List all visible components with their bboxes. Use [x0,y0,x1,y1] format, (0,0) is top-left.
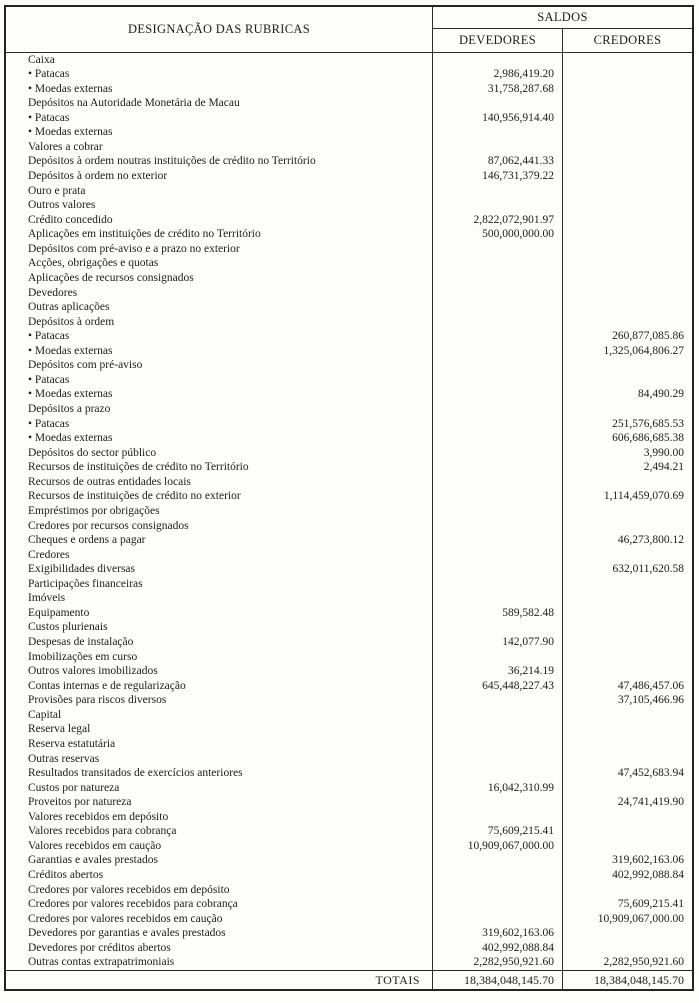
credores-value: 47,452,683.94 [617,767,684,780]
rubrica-label: Depósitos à ordem [6,315,433,330]
devedores-value [433,737,563,752]
table-row [6,854,692,869]
credores-value [563,257,692,272]
credores-value: 319,602,163.06 [612,854,684,867]
rubrica-label: Contas internas e de regularização [6,679,433,694]
credores-value: 75,609,215.41 [617,898,684,911]
table-row [6,301,692,316]
credores-value: 606,686,685.38 [612,432,684,445]
header-credores: CREDORES [593,33,662,47]
credores-value: 24,741,419.90 [617,796,684,809]
rubrica-label: Credores por valores recebidos em depósito [6,883,433,898]
table-row [6,941,692,956]
credores-value [563,665,692,680]
table-row [6,606,692,621]
rubrica-label: Empréstimos por obrigações [6,504,433,519]
credores-value [563,286,692,301]
credores-value: 84,490.29 [638,388,684,401]
table-row [6,694,692,709]
table-row [6,373,692,388]
rubrica-label: Recursos de instituições de crédito no exterior [6,490,433,505]
credores-value [563,271,692,286]
rubrica-label: • Patacas [6,417,433,432]
table-row [6,577,692,592]
devedores-value: 75,609,215.41 [433,825,563,840]
table-row [6,883,692,898]
devedores-value [433,767,563,782]
devedores-value [433,301,563,316]
header-saldos-subcolumns [433,29,692,52]
table-row [6,417,692,432]
credores-value: 10,909,067,000.00 [597,912,684,925]
devedores-value [433,912,563,927]
rubrica-label: • Patacas [6,373,433,388]
table-row [6,548,692,563]
rubrica-label: Reserva legal [6,723,433,738]
table-row [6,490,692,505]
rubrica-label: Proveitos por natureza [6,796,433,811]
credores-value [563,403,692,418]
credores-value [563,636,692,651]
credores-value [563,68,692,83]
credores-value [563,548,692,563]
devedores-value [433,344,563,359]
devedores-value [433,898,563,913]
credores-value [563,621,692,636]
table-header [6,7,692,53]
rubrica-label: Aplicações em instituições de crédito no Território [6,228,433,243]
table-row [6,242,692,257]
devedores-value [433,490,563,505]
credores-value: 2,282,950,921.60 [603,956,684,969]
table-row [6,388,692,403]
table-row [6,344,692,359]
devedores-value [433,883,563,898]
devedores-value [433,97,563,112]
devedores-value [433,752,563,767]
rubrica-label: • Moedas externas [6,388,433,403]
rubrica-label: Devedores por garantias e avales prestados [6,927,433,942]
devedores-value: 87,062,441.33 [433,155,563,170]
table-row [6,665,692,680]
credores-value [563,373,692,388]
devedores-value [433,519,563,534]
devedores-value [433,286,563,301]
rubrica-label: Outras contas extrapatrimoniais [6,956,433,971]
table-row [6,869,692,884]
credores-value: 402,992,088.84 [612,869,684,882]
rubrica-label: Garantias e avales prestados [6,854,433,869]
table-row [6,82,692,97]
rubrica-label: • Patacas [6,111,433,126]
rubrica-label: Participações financeiras [6,577,433,592]
table-row [6,781,692,796]
credores-value [563,242,692,257]
rubrica-label: Capital [6,708,433,723]
rubrica-label: Depósitos do sector público [6,446,433,461]
rubrica-label: Devedores por créditos abertos [6,941,433,956]
credores-value [563,519,692,534]
credores-value [563,810,692,825]
devedores-value: 319,602,163.06 [433,927,563,942]
rubrica-label: Caixa [6,53,433,68]
table-row [6,140,692,155]
rubrica-label: Imóveis [6,592,433,607]
table-row [6,737,692,752]
credores-value [563,199,692,214]
credores-value: 2,494.21 [643,461,684,474]
table-row [6,126,692,141]
devedores-value [433,432,563,447]
rubrica-label: Outros valores [6,199,433,214]
header-saldos: SALDOS [433,7,692,29]
devedores-value [433,810,563,825]
table-row [6,563,692,578]
devedores-value [433,592,563,607]
table-row [6,432,692,447]
devedores-value [433,184,563,199]
table-row [6,723,692,738]
credores-value: 632,011,620.58 [612,563,684,576]
credores-value [563,97,692,112]
totals-label: TOTAIS [6,971,433,989]
table-row [6,796,692,811]
table-row [6,708,692,723]
table-row [6,810,692,825]
devedores-value [433,563,563,578]
devedores-value: 2,986,419.20 [433,68,563,83]
rubrica-label: • Patacas [6,330,433,345]
table-row [6,650,692,665]
totals-row [6,970,692,989]
table-row [6,504,692,519]
table-row [6,519,692,534]
credores-value [563,184,692,199]
credores-value [563,53,692,68]
credores-value [563,475,692,490]
rubrica-label: Depósitos com pré-aviso [6,359,433,374]
devedores-value: 645,448,227.43 [433,679,563,694]
credores-value [563,170,692,185]
table-row [6,956,692,971]
table-row [6,330,692,345]
credores-value [563,140,692,155]
rubrica-label: • Moedas externas [6,126,433,141]
devedores-value [433,504,563,519]
rubrica-label: • Moedas externas [6,82,433,97]
table-row [6,461,692,476]
devedores-value [433,548,563,563]
devedores-value [433,388,563,403]
rubrica-label: Recursos de outras entidades locais [6,475,433,490]
credores-value [563,781,692,796]
credores-value [563,155,692,170]
rubrica-label: Resultados transitados de exercícios anteriores [6,767,433,782]
table-row [6,170,692,185]
credores-value [563,315,692,330]
devedores-value [433,359,563,374]
header-designacao-das-rubricas: DESIGNAÇÃO DAS RUBRICAS [6,7,433,52]
devedores-value [433,315,563,330]
rubrica-label: Cheques e ordens a pagar [6,534,433,549]
devedores-value [433,417,563,432]
table-row [6,228,692,243]
table-row [6,271,692,286]
table-row [6,767,692,782]
header-devedores: DEVEDORES [433,29,563,52]
table-row [6,213,692,228]
table-row [6,315,692,330]
table-row [6,927,692,942]
devedores-value [433,140,563,155]
table-row [6,898,692,913]
devedores-value [433,475,563,490]
rubrica-label: Ouro e prata [6,184,433,199]
credores-value: 260,877,085.86 [612,330,684,343]
table-row [6,621,692,636]
credores-value: 3,990.00 [643,446,684,459]
devedores-value: 500,000,000.00 [433,228,563,243]
devedores-value [433,461,563,476]
devedores-value [433,446,563,461]
credores-value [563,883,692,898]
rubrica-label: Reserva estatutária [6,737,433,752]
devedores-value [433,708,563,723]
table-row [6,679,692,694]
rubrica-label: Credores por valores recebidos em caução [6,912,433,927]
credores-value [563,927,692,942]
table-row [6,286,692,301]
rubrica-label: Depósitos com pré-aviso e a prazo no exterior [6,242,433,257]
table-row [6,912,692,927]
credores-value [563,592,692,607]
table-row [6,359,692,374]
rubrica-label: • Patacas [6,68,433,83]
devedores-value [433,534,563,549]
credores-value: 1,114,459,070.69 [603,490,684,503]
devedores-value [433,694,563,709]
devedores-value: 31,758,287.68 [433,82,563,97]
balance-table [4,5,694,991]
devedores-value: 402,992,088.84 [433,941,563,956]
credores-value [563,737,692,752]
rubrica-label: Credores por recursos consignados [6,519,433,534]
rubrica-label: Depósitos na Autoridade Monetária de Macau [6,97,433,112]
rubrica-label: Créditos abertos [6,869,433,884]
rubrica-label: Depósitos à ordem no exterior [6,170,433,185]
devedores-value [433,723,563,738]
totals-credores-value: 18,384,048,145.70 [594,973,684,987]
credores-value [563,228,692,243]
credores-value [563,723,692,738]
devedores-value [433,330,563,345]
devedores-value [433,796,563,811]
rubrica-label: Depósitos à ordem noutras instituições de crédito no Território [6,155,433,170]
rubrica-label: Imobilizações em curso [6,650,433,665]
devedores-value [433,650,563,665]
table-row [6,752,692,767]
credores-value [563,82,692,97]
devedores-value [433,403,563,418]
devedores-value: 36,214.19 [433,665,563,680]
devedores-value [433,242,563,257]
credores-value [563,825,692,840]
table-row [6,825,692,840]
rubrica-label: Valores recebidos em caução [6,839,433,854]
rubrica-label: Custos plurienais [6,621,433,636]
rubrica-label: Valores a cobrar [6,140,433,155]
credores-value [563,839,692,854]
table-row [6,111,692,126]
credores-value: 37,105,466.96 [617,694,684,707]
rubrica-label: Custos por natureza [6,781,433,796]
table-row [6,257,692,272]
devedores-value [433,257,563,272]
devedores-value [433,621,563,636]
devedores-value: 16,042,310.99 [433,781,563,796]
devedores-value: 2,822,072,901.97 [433,213,563,228]
credores-value [563,111,692,126]
credores-value [563,941,692,956]
devedores-value [433,199,563,214]
devedores-value [433,126,563,141]
rubrica-label: Exigibilidades diversas [6,563,433,578]
credores-value [563,359,692,374]
rubrica-label: Credores por valores recebidos para cobrança [6,898,433,913]
header-saldos-group [433,7,692,52]
rubrica-label: Provisões para riscos diversos [6,694,433,709]
rubrica-label: Crédito concedido [6,213,433,228]
table-row [6,199,692,214]
table-row [6,97,692,112]
credores-value [563,504,692,519]
credores-value: 47,486,457.06 [617,679,684,692]
devedores-value [433,53,563,68]
rubrica-label: Recursos de instituições de crédito no Território [6,461,433,476]
table-row [6,68,692,83]
rubrica-label: Outras reservas [6,752,433,767]
devedores-value: 146,731,379.22 [433,170,563,185]
credores-value: 46,273,800.12 [617,534,684,547]
credores-value [563,606,692,621]
credores-value: 251,576,685.53 [612,417,684,430]
table-row [6,534,692,549]
rubrica-label: Depósitos a prazo [6,403,433,418]
devedores-value [433,577,563,592]
rubrica-label: Outros valores imobilizados [6,665,433,680]
table-row [6,446,692,461]
credores-value [563,708,692,723]
credores-value [563,301,692,316]
table-body [6,53,692,970]
table-row [6,592,692,607]
table-row [6,636,692,651]
rubrica-label: Credores [6,548,433,563]
table-row [6,839,692,854]
devedores-value: 140,956,914.40 [433,111,563,126]
rubrica-label: Outras aplicações [6,301,433,316]
rubrica-label: Aplicações de recursos consignados [6,271,433,286]
credores-value [563,577,692,592]
table-row [6,475,692,490]
rubrica-label: Equipamento [6,606,433,621]
devedores-value [433,373,563,388]
devedores-value: 10,909,067,000.00 [433,839,563,854]
rubrica-label: Valores recebidos para cobrança [6,825,433,840]
rubrica-label: Acções, obrigações e quotas [6,257,433,272]
credores-value [563,650,692,665]
table-row [6,184,692,199]
table-row [6,155,692,170]
rubrica-label: • Moedas externas [6,432,433,447]
devedores-value [433,869,563,884]
credores-value [563,213,692,228]
credores-value [563,126,692,141]
rubrica-label: Despesas de instalação [6,636,433,651]
rubrica-label: Valores recebidos em depósito [6,810,433,825]
table-row [6,53,692,68]
devedores-value [433,271,563,286]
devedores-value: 589,582.48 [433,606,563,621]
credores-value [563,752,692,767]
credores-value: 1,325,064,806.27 [603,344,684,357]
totals-devedores-value: 18,384,048,145.70 [433,971,563,989]
rubrica-label: • Moedas externas [6,344,433,359]
devedores-value: 142,077.90 [433,636,563,651]
rubrica-label: Devedores [6,286,433,301]
devedores-value: 2,282,950,921.60 [433,956,563,971]
devedores-value [433,854,563,869]
table-row [6,403,692,418]
